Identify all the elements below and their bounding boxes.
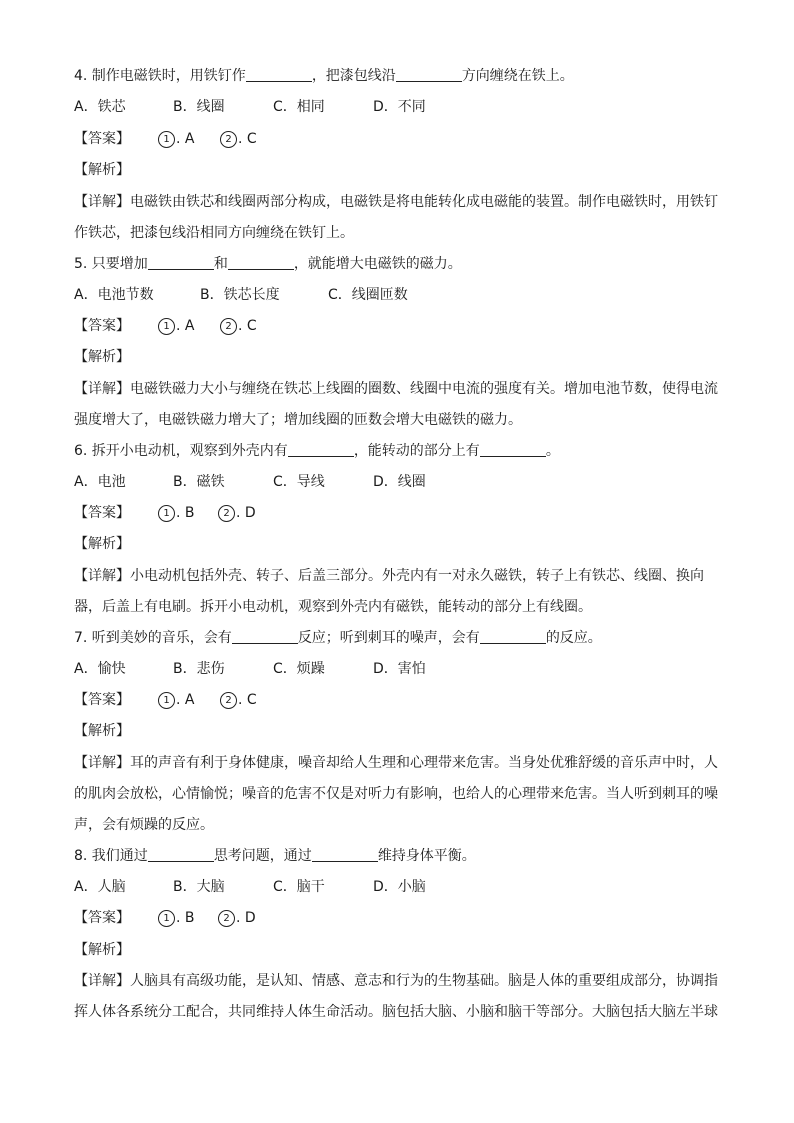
analysis-label: 【解析】 [74, 942, 130, 958]
prompt-text: 反应；听到刺耳的噪声，会有 [297, 630, 480, 646]
detail-line: 的肌肉会放松，心情愉悦；噪音的危害不仅是对听力有影响，也给人的心理带来危害。当人听到刺耳的噪 [74, 786, 718, 802]
question-4-options [74, 97, 714, 117]
answer-item: 1 . B [158, 908, 195, 928]
circled-number: 2 [220, 318, 237, 335]
answer-blank [246, 67, 312, 82]
answer-blank [480, 629, 546, 644]
option: B．大脑 [173, 879, 225, 895]
circled-number: 1 [158, 131, 175, 148]
question-7-prompt [74, 628, 602, 648]
analysis-label: 【解析】 [74, 723, 130, 739]
answer-blank [312, 847, 378, 862]
question-5-options [74, 285, 714, 305]
option: A．愉快 [74, 661, 126, 677]
answer-item: 2 . D [218, 503, 256, 523]
prompt-text: 7. 听到美妙的音乐，会有 [74, 630, 232, 646]
prompt-text: ，把漆包线沿 [311, 68, 396, 84]
circled-number: 1 [158, 505, 175, 522]
question-6-prompt [74, 441, 560, 461]
detail-line: 【详解】人脑具有高级功能，是认知、情感、意志和行为的生物基础。脑是人体的重要组成部分，协调指 [74, 973, 718, 989]
option: C．烦躁 [273, 661, 325, 677]
answer-item: 1 . A [158, 316, 194, 336]
answer-blank [480, 442, 546, 457]
option: C．脑干 [273, 879, 325, 895]
circled-number: 1 [158, 910, 175, 927]
option: D．小脑 [373, 879, 426, 895]
circled-number: 1 [158, 692, 175, 709]
detail-line: 【详解】电磁铁由铁芯和线圈两部分构成，电磁铁是将电能转化成电磁能的装置。制作电磁铁时，用铁钉 [74, 194, 718, 210]
answer-label: 【答案】 [74, 692, 130, 708]
question-8-answer [74, 908, 374, 928]
prompt-text: 6. 拆开小电动机，观察到外壳内有 [74, 443, 288, 459]
question-5-answer [74, 316, 374, 336]
option: B．铁芯长度 [200, 287, 280, 303]
answer-label: 【答案】 [74, 910, 130, 926]
question-4-answer [74, 129, 374, 149]
prompt-text: 5. 只要增加 [74, 256, 148, 272]
option: D．不同 [373, 99, 426, 115]
detail-line: 声，会有烦躁的反应。 [74, 817, 214, 833]
detail-line: 【详解】耳的声音有利于身体健康，噪音却给人生理和心理带来危害。当身处优雅舒缓的音乐声中时，人 [74, 755, 718, 771]
detail-line: 作铁芯，把漆包线沿相同方向缠绕在铁钉上。 [74, 225, 354, 241]
prompt-text: 4. 制作电磁铁时，用铁钉作 [74, 68, 246, 84]
option: A．人脑 [74, 879, 126, 895]
analysis-label: 【解析】 [74, 162, 130, 178]
circled-number: 2 [220, 131, 237, 148]
question-5-prompt [74, 254, 462, 274]
option: B．磁铁 [173, 474, 225, 490]
question-6-answer [74, 503, 374, 523]
prompt-text: 维持身体平衡。 [377, 848, 476, 864]
option: C．线圈匝数 [328, 287, 408, 303]
prompt-text: 方向缠绕在铁上。 [461, 68, 574, 84]
option: D．害怕 [373, 661, 426, 677]
answer-label: 【答案】 [74, 318, 130, 334]
question-4-prompt [74, 66, 574, 86]
answer-item: 2 . C [220, 316, 257, 336]
answer-item: 2 . C [220, 129, 257, 149]
prompt-text: 的反应。 [545, 630, 602, 646]
option: B．悲伤 [173, 661, 225, 677]
analysis-label: 【解析】 [74, 349, 130, 365]
answer-label: 【答案】 [74, 505, 130, 521]
question-8-options [74, 877, 714, 897]
prompt-text: 和 [213, 256, 228, 272]
prompt-text: 8. 我们通过 [74, 848, 148, 864]
option: A．铁芯 [74, 99, 126, 115]
answer-blank [148, 847, 214, 862]
answer-blank [232, 629, 298, 644]
question-6-options [74, 472, 714, 492]
option: C．相同 [273, 99, 325, 115]
circled-number: 2 [218, 505, 235, 522]
detail-line: 挥人体各系统分工配合，共同维持人体生命活动。脑包括大脑、小脑和脑干等部分。大脑包括大脑左半球 [74, 1004, 718, 1020]
option: D．线圈 [373, 474, 426, 490]
analysis-label: 【解析】 [74, 536, 130, 552]
answer-label: 【答案】 [74, 131, 130, 147]
circled-number: 2 [218, 910, 235, 927]
detail-line: 【详解】电磁铁磁力大小与缠绕在铁芯上线圈的圈数、线圈中电流的强度有关。增加电池节数，使得电流 [74, 381, 718, 397]
answer-blank [396, 67, 462, 82]
answer-blank [288, 442, 354, 457]
circled-number: 2 [220, 692, 237, 709]
question-7-answer [74, 690, 374, 710]
answer-item: 2 . C [220, 690, 257, 710]
question-8-prompt [74, 846, 476, 866]
answer-blank [228, 255, 294, 270]
answer-item: 1 . A [158, 129, 194, 149]
detail-line: 器，后盖上有电刷。拆开小电动机，观察到外壳内有磁铁，能转动的部分上有线圈。 [74, 599, 592, 615]
answer-blank [148, 255, 214, 270]
option: A．电池 [74, 474, 126, 490]
prompt-text: 。 [545, 443, 560, 459]
question-7-options [74, 659, 714, 679]
option: B．线圈 [173, 99, 225, 115]
option: A．电池节数 [74, 287, 154, 303]
detail-line: 【详解】小电动机包括外壳、转子、后盖三部分。外壳内有一对永久磁铁，转子上有铁芯、线圈、换向 [74, 568, 704, 584]
circled-number: 1 [158, 318, 175, 335]
answer-item: 1 . B [158, 503, 195, 523]
prompt-text: ，能转动的部分上有 [353, 443, 480, 459]
detail-line: 强度增大了，电磁铁磁力增大了；增加线圈的匝数会增大电磁铁的磁力。 [74, 412, 522, 428]
prompt-text: ，就能增大电磁铁的磁力。 [293, 256, 462, 272]
option: C．导线 [273, 474, 325, 490]
answer-item: 2 . D [218, 908, 256, 928]
answer-item: 1 . A [158, 690, 194, 710]
prompt-text: 思考问题，通过 [213, 848, 312, 864]
